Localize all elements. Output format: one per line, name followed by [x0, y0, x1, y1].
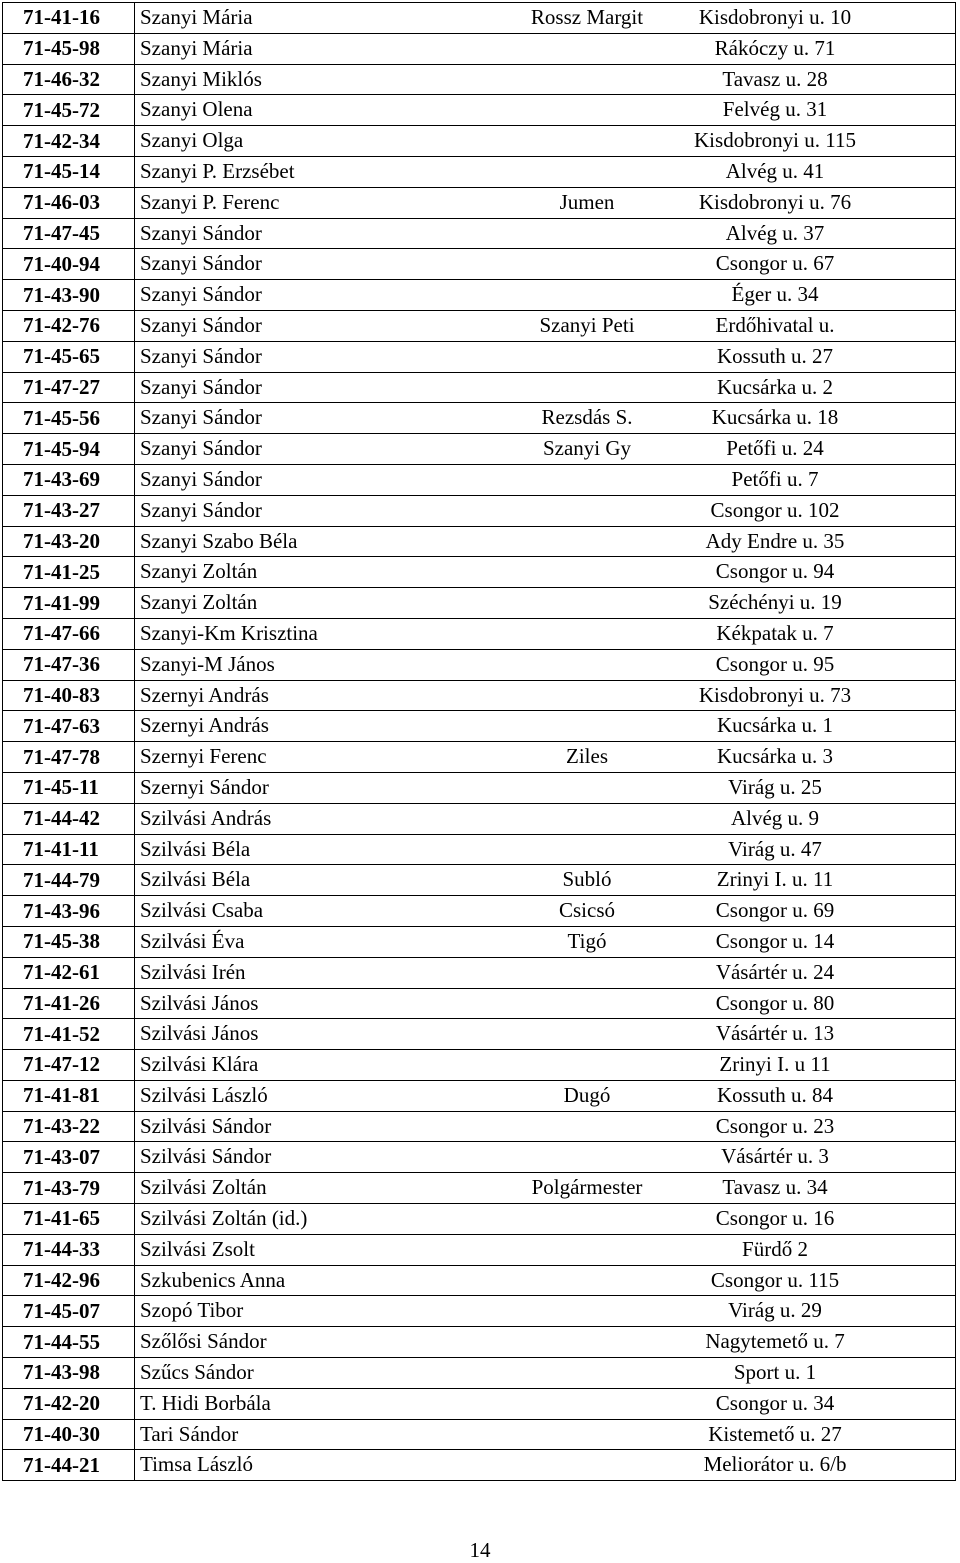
phone-number-cell: 71-40-30: [3, 1419, 135, 1450]
table-row: [3, 1265, 956, 1296]
subscriber-address: Kékpatak u. 7: [716, 620, 834, 645]
phone-number-cell: 71-47-78: [3, 742, 135, 773]
entry-cell: [135, 464, 956, 495]
subscriber-address: Tavasz u. 28: [722, 66, 828, 91]
phone-number-cell: 71-45-07: [3, 1296, 135, 1327]
phone-number-cell: 71-43-69: [3, 464, 135, 495]
phone-number-cell: 71-42-34: [3, 126, 135, 157]
entry-cell: [135, 1050, 956, 1081]
table-row: [3, 1234, 956, 1265]
table-row: [3, 156, 956, 187]
table-row: [3, 988, 956, 1019]
subscriber-nickname: Szanyi Peti: [539, 312, 635, 337]
entry-cell: [135, 772, 956, 803]
phone-number-cell: 71-44-42: [3, 803, 135, 834]
entry-cell: [135, 896, 956, 927]
phone-number-cell: 71-45-14: [3, 156, 135, 187]
entry-cell: [135, 64, 956, 95]
subscriber-address: Kossuth u. 84: [716, 1082, 834, 1107]
phone-number-cell: 71-40-94: [3, 249, 135, 280]
subscriber-nickname: Szanyi Gy: [542, 436, 632, 461]
subscriber-address: Petőfi u. 7: [731, 466, 819, 491]
table-row: [3, 865, 956, 896]
entry-cell: [135, 1080, 956, 1111]
entry-cell: [135, 403, 956, 434]
phone-number-cell: 71-43-90: [3, 280, 135, 311]
subscriber-address: Virág u. 25: [728, 774, 822, 799]
phone-number-cell: 71-45-56: [3, 403, 135, 434]
subscriber-name: Szanyi Olga: [140, 128, 244, 153]
table-row: [3, 588, 956, 619]
subscriber-address: Kucsárka u. 18: [711, 405, 839, 430]
phone-number-cell: 71-42-76: [3, 310, 135, 341]
entry-cell: [135, 1111, 956, 1142]
phone-number-cell: 71-43-27: [3, 495, 135, 526]
subscriber-address: Csongor u. 80: [715, 990, 835, 1015]
subscriber-name: Szanyi Mária: [140, 5, 253, 29]
phone-number-cell: 71-41-81: [3, 1080, 135, 1111]
subscriber-name: Szanyi Sándor: [140, 405, 262, 430]
entry-cell: [135, 95, 956, 126]
entry-cell: [135, 1327, 956, 1358]
phone-number-cell: 71-41-11: [3, 834, 135, 865]
subscriber-address: Nagytemető u. 7: [705, 1329, 845, 1354]
phone-number-cell: 71-47-63: [3, 711, 135, 742]
subscriber-name: Szilvási János: [140, 1021, 259, 1046]
entry-cell: [135, 649, 956, 680]
table-row: [3, 403, 956, 434]
table-row: [3, 1388, 956, 1419]
subscriber-name: Szanyi Sándor: [140, 220, 262, 245]
subscriber-name: Szilvási Irén: [140, 959, 246, 984]
subscriber-name: Szilvási Zoltán: [140, 1175, 267, 1200]
phone-number-cell: 71-42-96: [3, 1265, 135, 1296]
subscriber-nickname: Dugó: [563, 1082, 611, 1107]
table-row: [3, 680, 956, 711]
entry-cell: [135, 988, 956, 1019]
subscriber-name: Szilvási Zoltán (id.): [140, 1206, 308, 1231]
phone-number-cell: 71-42-20: [3, 1388, 135, 1419]
subscriber-address: Ady Endre u. 35: [705, 528, 845, 553]
table-row: [3, 834, 956, 865]
phone-number-cell: 71-47-12: [3, 1050, 135, 1081]
entry-cell: [135, 1265, 956, 1296]
table-row: [3, 64, 956, 95]
subscriber-name: Szilvási Éva: [140, 928, 245, 953]
subscriber-name: Szilvási Béla: [140, 836, 251, 861]
entry-cell: [135, 1296, 956, 1327]
entry-cell: [135, 372, 956, 403]
subscriber-name: Szanyi Miklós: [140, 66, 262, 91]
table-row: [3, 557, 956, 588]
table-row: [3, 1296, 956, 1327]
subscriber-name: Szanyi Sándor: [140, 436, 262, 461]
table-row: [3, 33, 956, 64]
phone-number-cell: 71-43-22: [3, 1111, 135, 1142]
table-row: [3, 218, 956, 249]
subscriber-address: Rákóczy u. 71: [714, 35, 836, 60]
table-row: [3, 249, 956, 280]
subscriber-name: Szanyi P. Ferenc: [140, 189, 280, 214]
table-row: [3, 1204, 956, 1235]
phone-number-cell: 71-40-83: [3, 680, 135, 711]
entry-cell: [135, 1419, 956, 1450]
subscriber-address: Kucsárka u. 1: [716, 713, 834, 738]
subscriber-address: Csongor u. 69: [715, 898, 835, 923]
subscriber-nickname: Polgármester: [531, 1175, 643, 1200]
subscriber-name: Szanyi Olena: [140, 97, 253, 122]
entry-cell: [135, 680, 956, 711]
phone-number-cell: 71-41-65: [3, 1204, 135, 1235]
table-row: [3, 742, 956, 773]
entry-cell: [135, 3, 956, 34]
phone-number-cell: 71-43-20: [3, 526, 135, 557]
table-row: [3, 526, 956, 557]
subscriber-name: Szőlősi Sándor: [140, 1329, 267, 1354]
subscriber-name: Tari Sándor: [140, 1421, 239, 1446]
entry-cell: [135, 434, 956, 465]
entry-cell: [135, 1173, 956, 1204]
subscriber-address: Csongor u. 23: [715, 1113, 835, 1138]
entry-cell: [135, 1450, 956, 1481]
directory-rows: [3, 3, 956, 1481]
subscriber-address: Petőfi u. 24: [726, 436, 824, 461]
subscriber-address: Felvég u. 31: [722, 97, 828, 122]
subscriber-address: Alvég u. 37: [725, 220, 825, 245]
subscriber-address: Csongor u. 67: [715, 251, 835, 276]
entry-cell: [135, 1204, 956, 1235]
subscriber-name: Szilvási Csaba: [140, 898, 264, 923]
phone-number-cell: 71-41-99: [3, 588, 135, 619]
subscriber-address: Csongor u. 102: [710, 497, 840, 522]
entry-cell: [135, 803, 956, 834]
subscriber-name: Szernyi András: [140, 682, 269, 707]
table-row: [3, 3, 956, 34]
subscriber-name: Szanyi P. Erzsébet: [140, 158, 295, 183]
table-row: [3, 618, 956, 649]
subscriber-address: Kisdobronyi u. 76: [698, 189, 852, 214]
phone-number-cell: 71-47-45: [3, 218, 135, 249]
entry-cell: [135, 156, 956, 187]
phone-number-cell: 71-41-26: [3, 988, 135, 1019]
table-row: [3, 341, 956, 372]
phone-number-cell: 71-44-33: [3, 1234, 135, 1265]
phone-number-cell: 71-43-79: [3, 1173, 135, 1204]
entry-cell: [135, 218, 956, 249]
entry-cell: [135, 865, 956, 896]
table-row: [3, 1080, 956, 1111]
subscriber-nickname: Jumen: [559, 189, 615, 214]
table-row: [3, 495, 956, 526]
phone-number-cell: 71-45-72: [3, 95, 135, 126]
subscriber-address: Kucsárka u. 2: [716, 374, 834, 399]
subscriber-name: Szanyi Sándor: [140, 466, 262, 491]
subscriber-address: Vásártér u. 3: [721, 1144, 829, 1169]
table-row: [3, 1111, 956, 1142]
table-row: [3, 1050, 956, 1081]
subscriber-address: Éger u. 34: [731, 282, 819, 307]
subscriber-address: Meliorátor u. 6/b: [703, 1452, 847, 1477]
subscriber-nickname: Rezsdás S.: [541, 405, 633, 430]
entry-cell: [135, 249, 956, 280]
phone-number-cell: 71-42-61: [3, 957, 135, 988]
phone-number-cell: 71-45-98: [3, 33, 135, 64]
table-row: [3, 1419, 956, 1450]
subscriber-name: Szűcs Sándor: [140, 1360, 254, 1385]
entry-cell: [135, 1358, 956, 1389]
table-row: [3, 1327, 956, 1358]
table-row: [3, 187, 956, 218]
subscriber-address: Zrinyi I. u 11: [719, 1052, 831, 1077]
phone-number-cell: 71-45-11: [3, 772, 135, 803]
entry-cell: [135, 1142, 956, 1173]
subscriber-name: Szilvási Béla: [140, 867, 251, 892]
phone-number-cell: 71-41-25: [3, 557, 135, 588]
subscriber-address: Tavasz u. 34: [722, 1175, 828, 1200]
table-row: [3, 1019, 956, 1050]
subscriber-address: Széchényi u. 19: [708, 590, 842, 615]
table-row: [3, 1173, 956, 1204]
subscriber-name: Szilvási Sándor: [140, 1113, 272, 1138]
entry-cell: [135, 1019, 956, 1050]
entry-cell: [135, 557, 956, 588]
phone-number-cell: 71-45-94: [3, 434, 135, 465]
subscriber-name: Szopó Tibor: [140, 1298, 244, 1323]
phone-number-cell: 71-41-52: [3, 1019, 135, 1050]
subscriber-name: Szilvási András: [140, 805, 272, 830]
subscriber-nickname: Ziles: [566, 744, 608, 769]
phone-number-cell: 71-41-16: [3, 3, 135, 34]
phone-directory-table: [2, 2, 956, 1481]
table-row: [3, 1142, 956, 1173]
subscriber-address: Csongor u. 14: [715, 928, 835, 953]
table-row: [3, 126, 956, 157]
entry-cell: [135, 618, 956, 649]
subscriber-nickname: Tigó: [567, 928, 607, 953]
subscriber-address: Kisdobronyi u. 10: [698, 5, 852, 29]
subscriber-address: Alvég u. 9: [730, 805, 820, 830]
phone-number-cell: 71-45-65: [3, 341, 135, 372]
subscriber-name: Szanyi Sándor: [140, 251, 262, 276]
table-row: [3, 896, 956, 927]
phone-number-cell: 71-47-36: [3, 649, 135, 680]
phone-number-cell: 71-44-55: [3, 1327, 135, 1358]
subscriber-address: Kossuth u. 27: [716, 343, 834, 368]
subscriber-address: Csongor u. 115: [710, 1267, 840, 1292]
subscriber-address: Erdőhivatal u.: [715, 312, 835, 337]
subscriber-name: Szernyi Ferenc: [140, 744, 267, 769]
entry-cell: [135, 957, 956, 988]
phone-number-cell: 71-47-27: [3, 372, 135, 403]
phone-number-cell: 71-43-96: [3, 896, 135, 927]
table-row: [3, 310, 956, 341]
table-row: [3, 464, 956, 495]
entry-cell: [135, 834, 956, 865]
entry-cell: [135, 495, 956, 526]
phone-number-cell: 71-44-21: [3, 1450, 135, 1481]
subscriber-name: T. Hidi Borbála: [140, 1390, 271, 1415]
subscriber-address: Csongor u. 34: [715, 1390, 835, 1415]
phone-number-cell: 71-46-32: [3, 64, 135, 95]
subscriber-address: Virág u. 47: [728, 836, 822, 861]
phone-number-cell: 71-45-38: [3, 926, 135, 957]
subscriber-name: Szkubenics Anna: [140, 1267, 286, 1292]
entry-cell: [135, 280, 956, 311]
entry-cell: [135, 1388, 956, 1419]
entry-cell: [135, 33, 956, 64]
subscriber-address: Vásártér u. 24: [715, 959, 835, 984]
entry-cell: [135, 341, 956, 372]
subscriber-nickname: Csicsó: [559, 898, 616, 923]
subscriber-name: Szanyi Sándor: [140, 497, 262, 522]
entry-cell: [135, 310, 956, 341]
subscriber-name: Szilvási Sándor: [140, 1144, 272, 1169]
entry-cell: [135, 742, 956, 773]
subscriber-nickname: Subló: [562, 867, 612, 892]
subscriber-name: Szilvási László: [140, 1082, 268, 1107]
table-row: [3, 372, 956, 403]
subscriber-name: Szanyi Szabo Béla: [140, 528, 298, 553]
table-row: [3, 1450, 956, 1481]
table-row: [3, 772, 956, 803]
entry-cell: [135, 526, 956, 557]
entry-cell: [135, 1234, 956, 1265]
entry-cell: [135, 926, 956, 957]
subscriber-name: Szilvási János: [140, 990, 259, 1015]
subscriber-name: Szanyi Zoltán: [140, 559, 258, 584]
subscriber-name: Szanyi Mária: [140, 35, 253, 60]
subscriber-name: Szernyi Sándor: [140, 774, 269, 799]
subscriber-address: Fürdő 2: [742, 1236, 808, 1261]
subscriber-address: Sport u. 1: [733, 1360, 817, 1385]
subscriber-name: Szanyi Sándor: [140, 282, 262, 307]
subscriber-address: Csongor u. 16: [715, 1206, 835, 1231]
subscriber-name: Szanyi-Km Krisztina: [140, 620, 318, 645]
entry-cell: [135, 588, 956, 619]
table-row: [3, 434, 956, 465]
subscriber-address: Zrinyi I. u. 11: [716, 867, 834, 892]
subscriber-address: Vásártér u. 13: [715, 1021, 835, 1046]
phone-number-cell: 71-44-79: [3, 865, 135, 896]
subscriber-address: Kistemető u. 27: [708, 1421, 842, 1446]
table-row: [3, 803, 956, 834]
subscriber-name: Timsa László: [140, 1452, 253, 1477]
subscriber-address: Kisdobronyi u. 73: [698, 682, 852, 707]
subscriber-name: Szanyi Sándor: [140, 374, 262, 399]
table-row: [3, 957, 956, 988]
subscriber-name: Szanyi Zoltán: [140, 590, 258, 615]
table-row: [3, 926, 956, 957]
table-row: [3, 1358, 956, 1389]
subscriber-name: Szanyi Sándor: [140, 343, 262, 368]
subscriber-name: Szilvási Zsolt: [140, 1236, 255, 1261]
phone-number-cell: 71-46-03: [3, 187, 135, 218]
entry-cell: [135, 187, 956, 218]
phone-number-cell: 71-47-66: [3, 618, 135, 649]
phone-number-cell: 71-43-98: [3, 1358, 135, 1389]
entry-cell: [135, 126, 956, 157]
subscriber-address: Csongor u. 95: [715, 651, 835, 676]
table-row: [3, 711, 956, 742]
subscriber-address: Alvég u. 41: [725, 158, 825, 183]
phone-number-cell: 71-43-07: [3, 1142, 135, 1173]
subscriber-address: Kucsárka u. 3: [716, 744, 834, 769]
subscriber-name: Szanyi-M János: [140, 651, 275, 676]
table-row: [3, 95, 956, 126]
subscriber-nickname: Rossz Margit: [530, 5, 644, 29]
page-number: 14: [469, 1538, 491, 1562]
table-row: [3, 280, 956, 311]
entry-cell: [135, 711, 956, 742]
subscriber-name: Szanyi Sándor: [140, 312, 262, 337]
subscriber-name: Szernyi András: [140, 713, 269, 738]
subscriber-address: Virág u. 29: [728, 1298, 822, 1323]
subscriber-name: Szilvási Klára: [140, 1052, 259, 1077]
subscriber-address: Kisdobronyi u. 115: [694, 128, 856, 153]
subscriber-address: Csongor u. 94: [715, 559, 835, 584]
table-row: [3, 649, 956, 680]
